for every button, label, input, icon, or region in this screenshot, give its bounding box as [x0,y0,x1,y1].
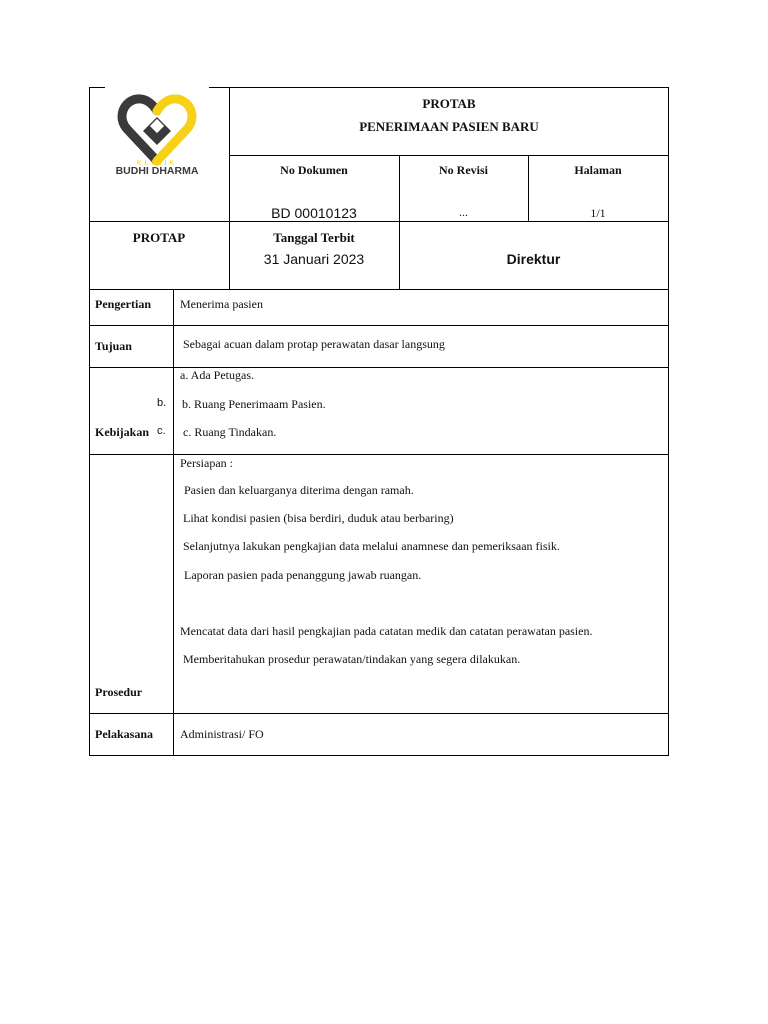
logo-clinic-word: KLINIK [136,160,178,167]
protap-label: PROTAP [132,230,186,245]
kebijakan-marker-b: b. [157,397,167,409]
pelaksana-label: Pelakasana [95,727,154,741]
prosedur-step: Memberitahukan prosedur perawatan/tindakan yang segera dilakukan. [183,652,521,666]
table-border-bottom [89,755,669,756]
header-row-divider [89,221,669,222]
document-title: PENERIMAAN PASIEN BARU [359,119,539,134]
no-dokumen-label: No Dokumen [280,163,348,177]
table-border-left [89,87,90,756]
halaman-value: 1/1 [590,206,606,220]
prosedur-step: Pasien dan keluarganya diterima dengan ramah. [184,483,414,497]
prosedur-step: Lihat kondisi pasien (bisa berdiri, duduk atau berbaring) [183,511,454,525]
header-divider [229,155,669,156]
no-revisi-value: ... [459,205,468,219]
label-column-divider [173,289,174,756]
prosedur-step: Selanjutnya lakukan pengkajian data melalui anamnese dan pemeriksaan fisik. [183,539,560,553]
halaman-label: Halaman [574,163,622,177]
kebijakan-item: b. Ruang Penerimaam Pasien. [182,397,326,411]
prosedur-label: Prosedur [95,685,143,699]
kebijakan-marker-c: c. [157,425,166,437]
prosedur-step: Laporan pasien pada penanggung jawab ruangan. [184,568,422,582]
tanggal-terbit-value: 31 Januari 2023 [263,251,365,267]
pengertian-text: Menerima pasien [180,297,263,311]
logo-clinic-name: BUDHI DHARMA [115,165,199,177]
pelaksana-text: Administrasi/ FO [180,727,264,741]
section-divider [89,289,669,290]
clinic-logo [105,87,209,183]
pengertian-label: Pengertian [95,297,151,311]
row-divider [89,325,669,326]
row-divider [89,367,669,368]
tanggal-terbit-label: Tanggal Terbit [273,230,355,245]
prosedur-intro: Persiapan : [180,456,233,470]
table-border-right [668,87,669,756]
prosedur-step: Mencatat data dari hasil pengkajian pada catatan medik dan catatan perawatan pasien. [180,624,593,638]
signatory-direktur: Direktur [506,251,561,267]
no-dokumen-value: BD 00010123 [271,205,357,221]
tujuan-text: Sebagai acuan dalam protap perawatan dasar langsung [183,337,445,351]
doc-type-title: PROTAB [422,96,476,111]
row-divider [89,713,669,714]
tujuan-label: Tujuan [95,339,132,353]
kebijakan-item: c. Ruang Tindakan. [183,425,277,439]
kebijakan-item: a. Ada Petugas. [180,368,254,382]
kebijakan-label: Kebijakan [95,425,150,439]
row-divider [89,454,669,455]
no-revisi-label: No Revisi [439,163,488,177]
